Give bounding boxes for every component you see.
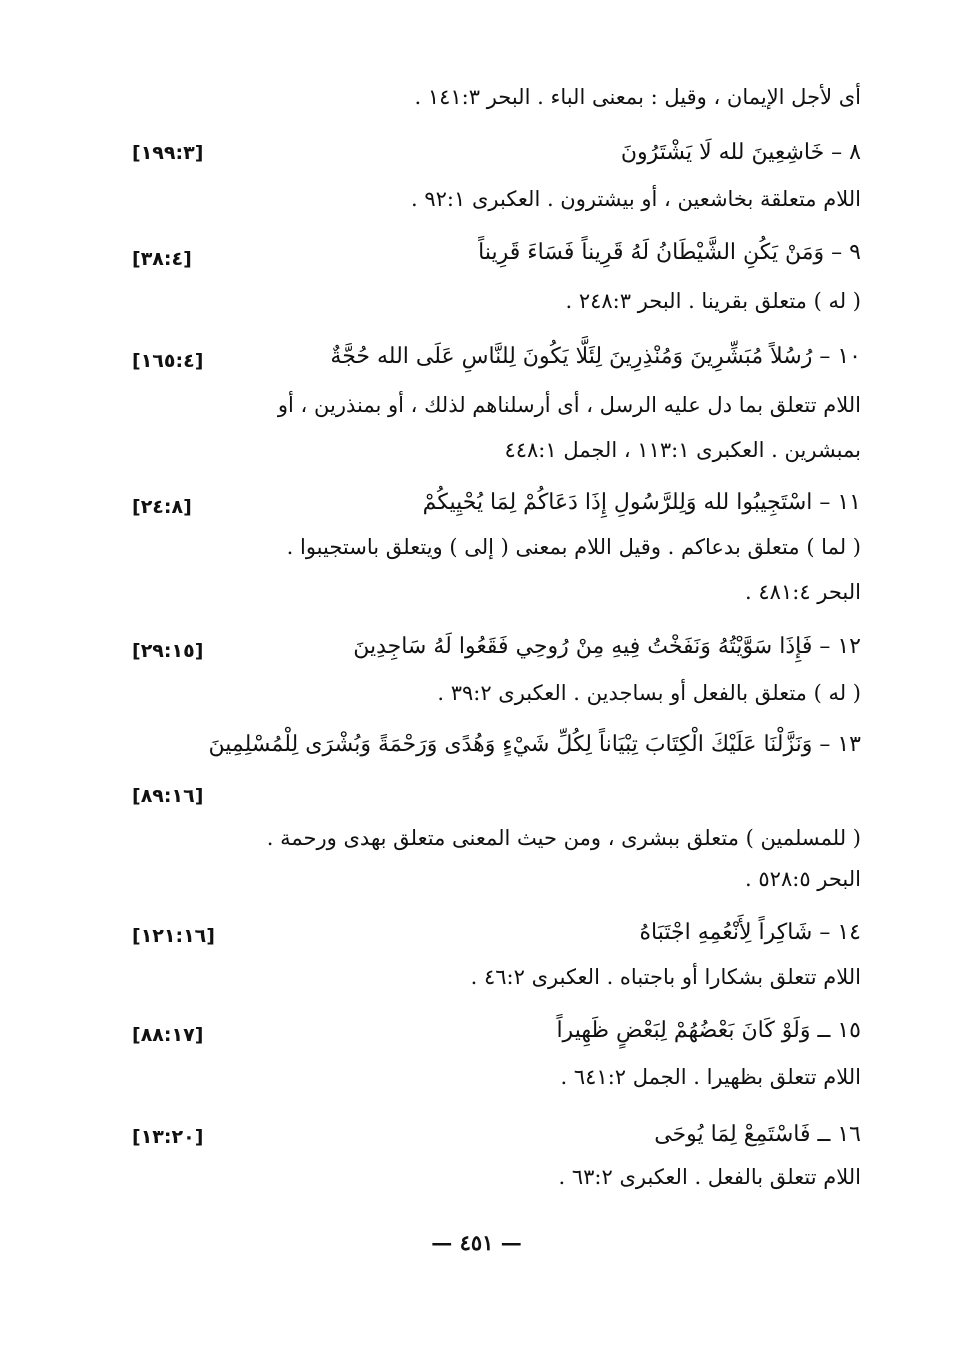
text-line: اللام تتعلق بظهيرا . الجمل ٦٤١:٢ . bbox=[560, 1065, 861, 1089]
text-line: ( للمسلمين ) متعلق ببشرى ، ومن حيث المعنى متعلق بهدى ورحمة . bbox=[266, 826, 861, 850]
text-line: ( لما ) متعلق بدعاكم . وقيل اللام بمعنى ( إلى ) ويتعلق باستجيبوا . bbox=[286, 535, 861, 559]
verse-reference: [٢٩:١٥] bbox=[132, 640, 204, 662]
verse-line: ١٣ – وَنَزَّلْنَا عَلَيْكَ الْكِتَابَ تِبْيَاناً لِكُلِّ شَيْءٍ وَهُدًى وَرَحْمَةً وَبُشْرَى لِلْمُسْلِمِينَ bbox=[208, 732, 861, 757]
text-line: اللام متعلقة بخاشعين ، أو بيشترون . العكبرى ٩٢:١ . bbox=[411, 187, 861, 211]
verse-reference: [١٢١:١٦] bbox=[132, 925, 215, 947]
text-line: اللام تتعلق بشكارا أو باجتباه . العكبرى ٤٦:٢ . bbox=[470, 965, 861, 989]
text-line: اللام تتعلق بما دل عليه الرسل ، أى أرسلناهم لذلك ، أو بمنذرين ، أو bbox=[277, 393, 861, 417]
verse-line: ١٤ – شَاكِراً لِأَنْعُمِهِ اجْتَبَاهُ bbox=[639, 920, 861, 945]
verse-reference: [٨٨:١٧] bbox=[132, 1024, 204, 1046]
verse-reference: [١٦٥:٤] bbox=[132, 350, 204, 372]
text-line: بمبشرين . العكبرى ١١٣:١ ، الجمل ٤٤٨:١ bbox=[504, 438, 861, 462]
text-line: اللام تتعلق بالفعل . العكبرى ٦٣:٢ . bbox=[558, 1165, 861, 1189]
text-line: أى لأجل الإيمان ، وقيل : بمعنى الباء . البحر ١٤١:٣ . bbox=[414, 85, 861, 109]
verse-reference: [٢٤:٨] bbox=[132, 496, 192, 518]
verse-line: ٩ – وَمَنْ يَكُنِ الشَّيْطَانُ لَهُ قَرِيناً فَسَاءَ قَرِيناً bbox=[478, 240, 861, 265]
verse-line: ٨ – خَاشِعِينَ لله لَا يَشْتَرُونَ bbox=[620, 140, 861, 165]
verse-line: ١٦ ــ فَاسْتَمِعْ لِمَا يُوحَى bbox=[654, 1122, 861, 1147]
verse-line: ١١ – اسْتَجِيبُوا لله وَلِلرَّسُولِ إِذَا دَعَاكُمْ لِمَا يُحْيِيكُمْ bbox=[422, 490, 861, 515]
text-line: البحر ٥٢٨:٥ . bbox=[745, 867, 861, 891]
verse-line: ١٢ – فَإِذَا سَوَّيْتُهُ وَنَفَخْتُ فِيهِ مِنْ رُوحِي فَقَعُوا لَهُ سَاجِدِينَ bbox=[353, 634, 861, 659]
text-line: البحر ٤٨١:٤ . bbox=[745, 580, 861, 604]
text-line: ( له ) متعلق بالفعل أو بساجدين . العكبرى ٣٩:٢ . bbox=[437, 681, 861, 705]
verse-reference: [٨٩:١٦] bbox=[132, 785, 204, 807]
verse-reference: [١٣:٢٠] bbox=[132, 1126, 204, 1148]
verse-line: ١٠ – رُسُلاً مُبَشِّرِينَ وَمُنْذِرِينَ لِئَلَّا يَكُونَ لِلنَّاسِ عَلَى الله حُجَّةٌ bbox=[330, 344, 861, 369]
verse-reference: [١٩٩:٣] bbox=[132, 142, 204, 164]
verse-reference: [٣٨:٤] bbox=[132, 248, 192, 270]
text-line: ( له ) متعلق بقرينا . البحر ٢٤٨:٣ . bbox=[565, 289, 861, 313]
verse-line: ١٥ ــ وَلَوْ كَانَ بَعْضُهُمْ لِبَعْضٍ ظَهِيراً bbox=[556, 1018, 861, 1043]
page-number: — ٤٥١ — bbox=[431, 1230, 522, 1255]
